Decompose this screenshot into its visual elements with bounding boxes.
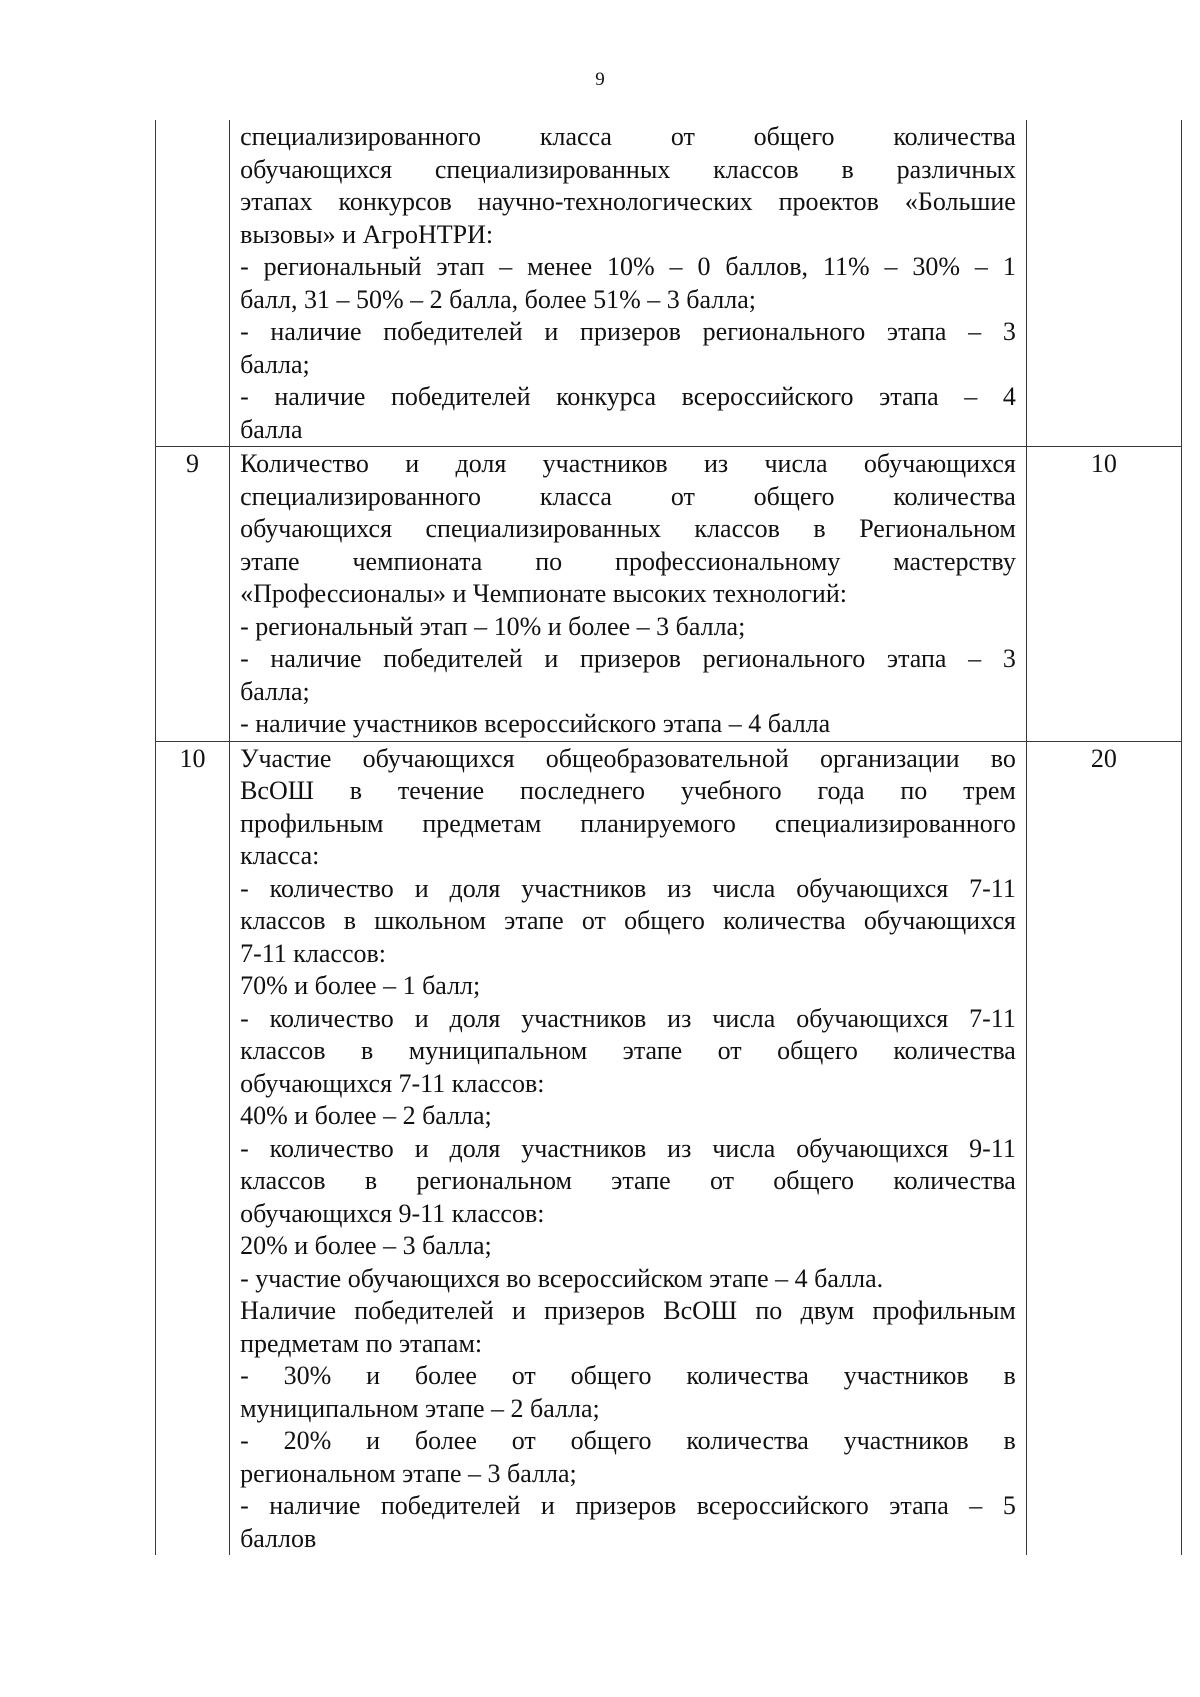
text-line: - 20% и более от общего количества участников в	[240, 1426, 1016, 1455]
criterion-text	[230, 447, 1027, 742]
text-line: обучающихся специализированных классов в Региональном	[240, 514, 1016, 543]
text-line: - 30% и более от общего количества участников в	[240, 1361, 1016, 1390]
text-line: 40% и более – 2 балла;	[240, 1101, 492, 1130]
text-line: специализированного класса от общего количества	[240, 481, 1016, 511]
text-line: балла	[240, 414, 303, 444]
max-score	[1026, 120, 1181, 447]
text-line: Участие обучающихся общеобразовательной организации во	[240, 743, 1016, 773]
text-line: классов в муниципальном этапе от общего количества	[240, 1036, 1016, 1065]
text-line: 20% и более – 3 балла;	[240, 1231, 492, 1260]
text-line: балла;	[240, 676, 310, 706]
text-line: баллов	[240, 1523, 317, 1553]
criterion-text	[230, 741, 1027, 1555]
text-line: Количество и доля участников из числа обучающихся	[240, 449, 1016, 478]
row-number: 9	[156, 447, 230, 742]
text-line: предметам по этапам:	[240, 1328, 483, 1358]
row-number	[156, 120, 230, 447]
text-line: - количество и доля участников из числа обучающихся 7-11	[240, 1003, 1016, 1033]
row-number: 10	[156, 741, 230, 1555]
text-line: этапах конкурсов научно-технологических проектов «Большие	[240, 187, 1016, 216]
text-line: муниципальном этапе – 2 балла;	[240, 1393, 600, 1423]
text-line: - участие обучающихся во всероссийском этапе – 4 балла.	[240, 1263, 884, 1293]
text-line: балла;	[240, 349, 310, 379]
table-row	[156, 447, 1182, 742]
page-number: 9	[595, 69, 605, 90]
text-line: «Профессионалы» и Чемпионате высоких технологий:	[240, 579, 847, 608]
text-line: обучающихся специализированных классов в различных	[240, 154, 1016, 184]
table-row	[156, 120, 1182, 447]
criterion-text	[230, 120, 1027, 447]
max-score: 10	[1026, 447, 1181, 742]
text-line: 70% и более – 1 балл;	[240, 971, 481, 1000]
text-line: - наличие победителей и призеров всероссийского этапа – 5	[240, 1491, 1016, 1520]
text-line: - региональный этап – менее 10% – 0 баллов, 11% – 30% – 1	[240, 252, 1016, 281]
text-line: - количество и доля участников из числа обучающихся 7-11	[240, 873, 1016, 903]
criteria-table	[155, 120, 1182, 1555]
text-line: класса:	[240, 841, 320, 870]
text-line: профильным предметам планируемого специализированного	[240, 808, 1016, 838]
text-line: классов в региональном этапе от общего количества	[240, 1166, 1016, 1195]
text-line: региональном этапе – 3 балла;	[240, 1458, 577, 1488]
text-line: - наличие победителей конкурса всероссийского этапа – 4	[240, 382, 1016, 411]
text-line: специализированного класса от общего количества	[240, 122, 1016, 151]
text-line: - наличие участников всероссийского этапа – 4 балла	[240, 709, 831, 738]
text-line: - количество и доля участников из числа обучающихся 9-11	[240, 1133, 1016, 1163]
text-line: ВсОШ в течение последнего учебного года по трем	[240, 776, 1016, 805]
text-line: этапе чемпионата по профессиональному мастерству	[240, 546, 1016, 576]
text-line: - наличие победителей и призеров регионального этапа – 3	[240, 317, 1016, 346]
table-row	[156, 741, 1182, 1555]
text-line: обучающихся 7-11 классов:	[240, 1068, 545, 1098]
text-line: балл, 31 – 50% – 2 балла, более 51% – 3 балла;	[240, 284, 756, 314]
text-line: - наличие победителей и призеров регионального этапа – 3	[240, 644, 1016, 673]
text-line: классов в школьном этапе от общего количества обучающихся	[240, 906, 1016, 935]
text-line: обучающихся 9-11 классов:	[240, 1198, 545, 1228]
max-score: 20	[1026, 741, 1181, 1555]
text-line: 7-11 классов:	[240, 938, 386, 968]
text-line: вызовы» и АгроНТРИ:	[240, 219, 494, 249]
text-line: Наличие победителей и призеров ВсОШ по двум профильным	[240, 1296, 1016, 1325]
text-line: - региональный этап – 10% и более – 3 балла;	[240, 611, 746, 641]
